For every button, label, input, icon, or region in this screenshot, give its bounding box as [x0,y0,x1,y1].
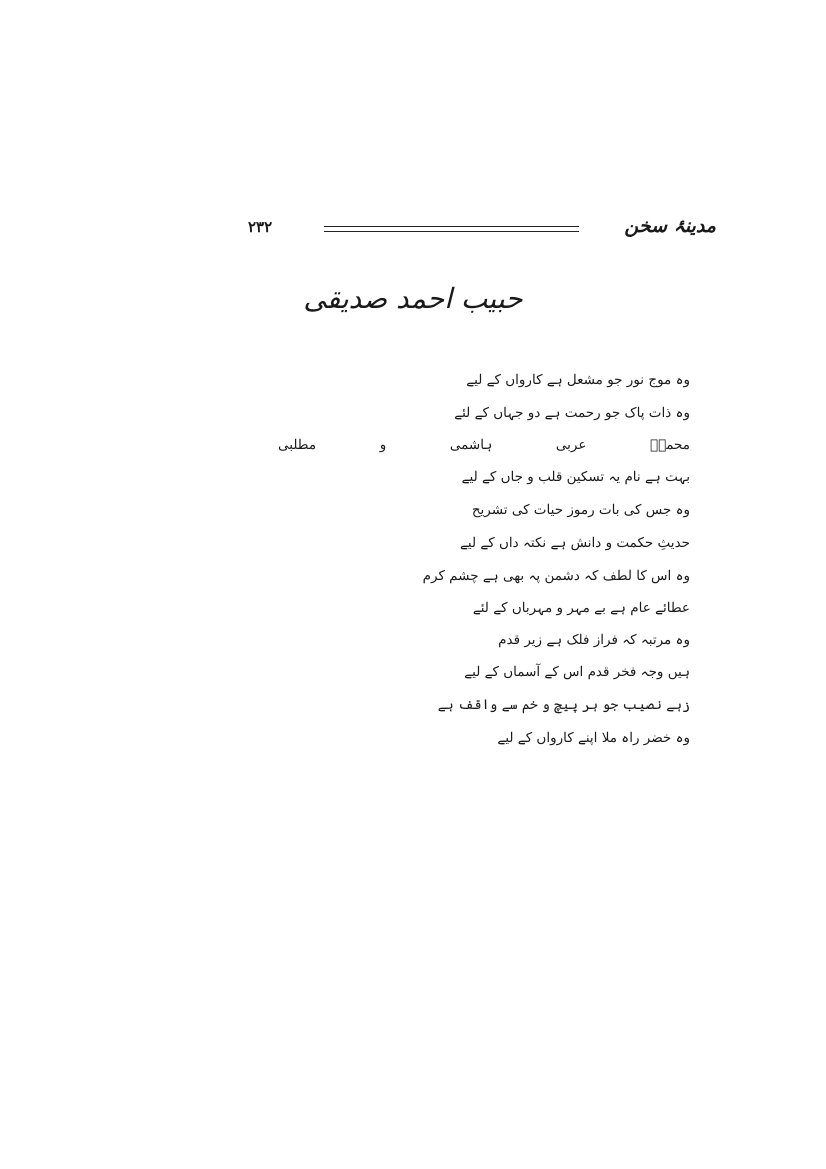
page-number: ۲۳۲ [248,218,273,236]
poem-line: وہ مرتبہ کہ فراز فلک ہے زیر قدم [498,632,690,648]
poem-line: بہت ہے نام یہ تسکین قلب و جاں کے لیے [461,469,690,485]
poem-line: حدیثِ حکمت و دانش ہے نکتہ داں کے لیے [459,535,690,551]
poem-line: وہ موج نور جو مشعل ہے کارواں کے لیے [466,372,690,388]
poem-line: محمدؐ عربی ہاشمی و مطلبی [278,437,690,453]
poem-line: وہ خضر راہ ملا اپنے کارواں کے لیے [497,730,690,746]
poem-line: وہ اس کا لطف کہ دشمن پہ بھی ہے چشم کرم [422,568,690,584]
book-title: مدینۂ سخن [624,215,716,237]
poem-line: وہ ذات پاک جو رحمت ہے دو جہاں کے لئے [454,405,690,421]
poet-name: حبیب احمد صدیقی [303,282,523,315]
header-rule [324,226,579,232]
poem-line: عطائے عام ہے بے مہر و مہرباں کے لئے [472,600,690,616]
poem-line: زہے نصیب جو ہر پیچ و خم سے واقف ہے [437,697,690,713]
poem-line: وہ جس کی بات رموز حیات کی تشریح [471,502,690,518]
poem-line: ہیں وجہ فخر قدم اس کے آسماں کے لیے [464,664,690,680]
